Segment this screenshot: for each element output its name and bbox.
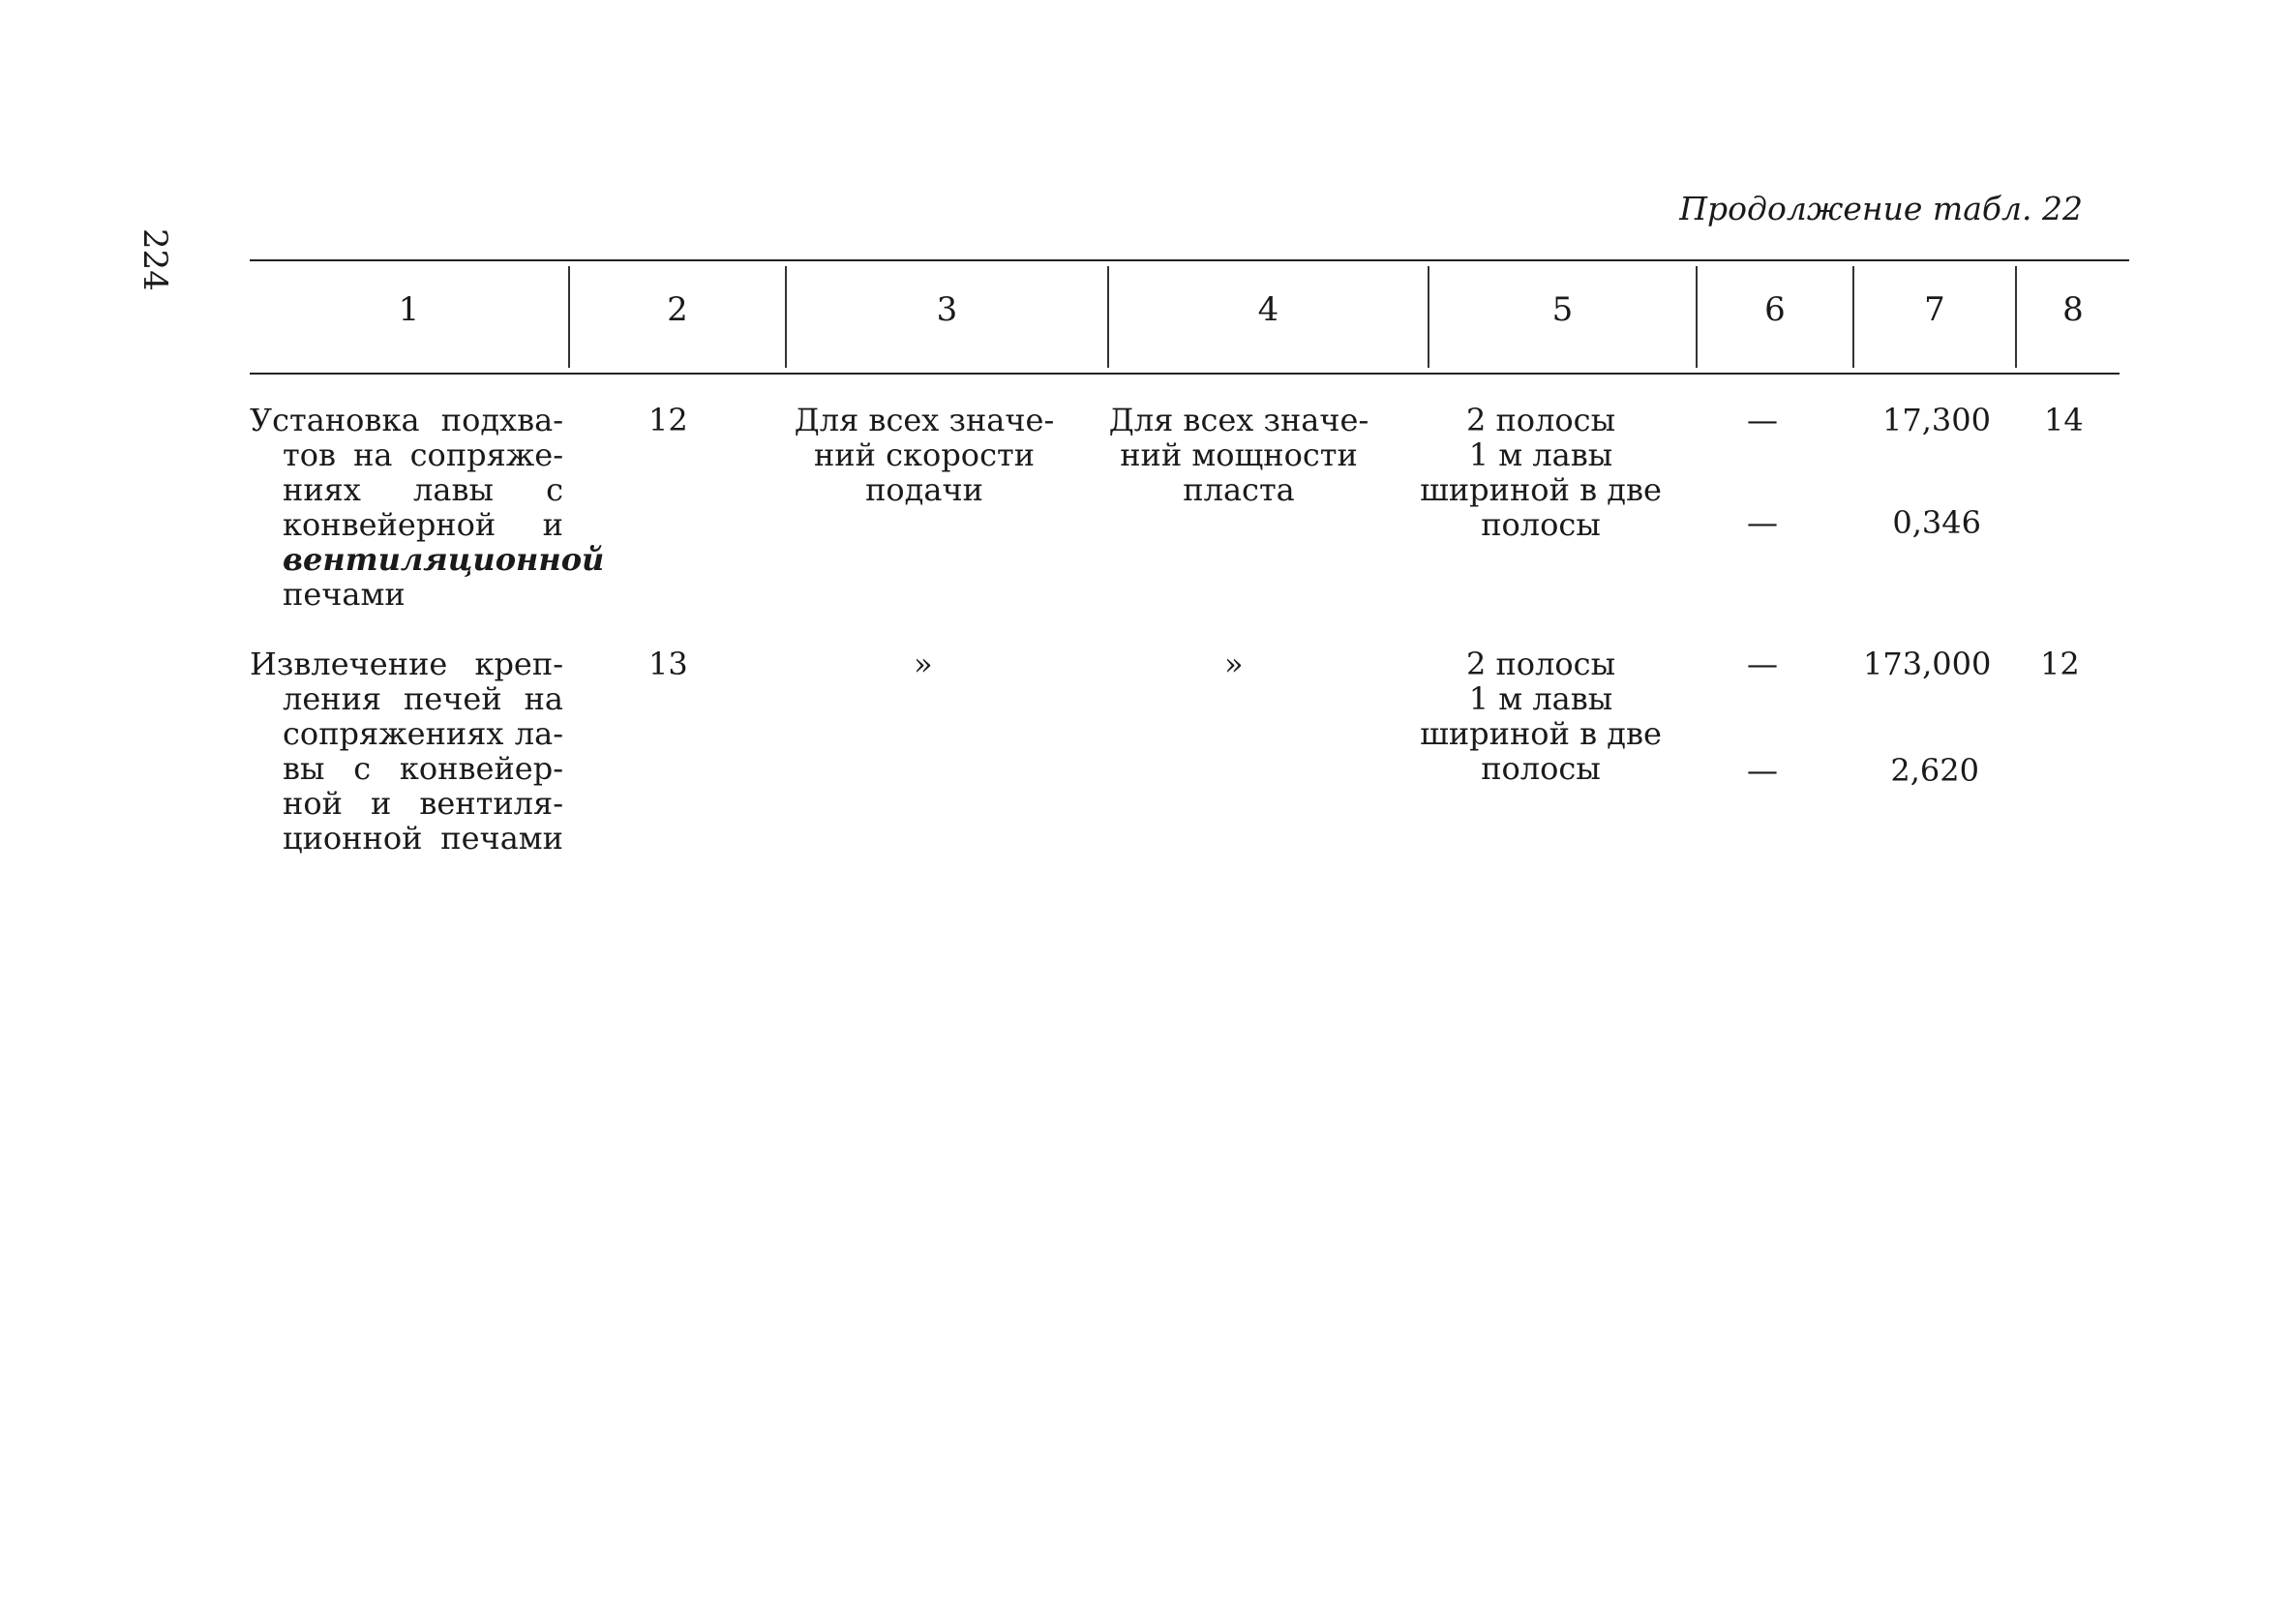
description-line: вы с конвейер- xyxy=(283,750,563,787)
header-col-2: 2 xyxy=(667,290,688,329)
table-row-2-col8: 12 xyxy=(2040,646,2080,682)
description-line: ной и вентиля- xyxy=(283,785,563,822)
table-row-2-col3: » xyxy=(914,646,933,682)
table-row-2-col4: » xyxy=(1224,646,1244,682)
header-col-7: 7 xyxy=(1924,290,1945,329)
description-line: ления печей на xyxy=(283,680,563,717)
description-line: Извлечение креп- xyxy=(250,646,563,682)
table-top-rule xyxy=(250,259,2129,261)
description-line: печами xyxy=(283,576,406,613)
description-line: ционной печами xyxy=(283,820,563,857)
table-row-2-description xyxy=(250,647,563,856)
table-caption: Продолжение табл. 22 xyxy=(1679,190,2083,227)
table-row-2-col6-a: — xyxy=(1747,646,1778,682)
table-row-1-col8: 14 xyxy=(2044,402,2084,438)
description-line: ниях лавы с xyxy=(283,471,563,508)
description-line: Установка подхва- xyxy=(250,402,563,438)
header-col-8: 8 xyxy=(2062,290,2084,329)
description-line: тов на сопряже- xyxy=(283,436,563,473)
table-row-1-col7-a: 17,300 xyxy=(1882,402,1991,438)
table-row-2-col7-a: 173,000 xyxy=(1863,646,1992,682)
table-row-1-col4: Для всех значе- ний мощности пласта xyxy=(1108,402,1369,508)
page-number: 224 xyxy=(135,228,174,291)
table-row-2-col6-b: — xyxy=(1747,752,1778,789)
table-row-1-col5: 2 полосы 1 м лавы шириной в две полосы xyxy=(1420,402,1662,543)
table-row-2-code: 13 xyxy=(648,646,688,682)
table-row-1-col6-b: — xyxy=(1747,504,1778,541)
header-col-3: 3 xyxy=(936,290,958,329)
header-col-6: 6 xyxy=(1764,290,1786,329)
table-row-1-code: 12 xyxy=(648,402,688,438)
description-line: вентиляционной xyxy=(283,541,605,578)
table-row-1-description xyxy=(250,402,605,613)
header-col-5: 5 xyxy=(1551,290,1574,329)
description-line: конвейерной и xyxy=(283,506,563,543)
table-row-2-col7-b: 2,620 xyxy=(1890,752,1979,789)
header-col-1: 1 xyxy=(398,290,420,329)
table-row-1-col6-a: — xyxy=(1747,402,1778,438)
table-row-2-col5: 2 полосы 1 м лавы шириной в две полосы xyxy=(1420,646,1662,787)
table-row-1-col3: Для всех значе- ний скорости подачи xyxy=(794,402,1055,508)
header-col-4: 4 xyxy=(1257,290,1279,329)
description-line: сопряжениях ла- xyxy=(283,715,563,752)
table-row-1-col7-b: 0,346 xyxy=(1892,504,1981,541)
table-header-rule xyxy=(250,373,2120,375)
